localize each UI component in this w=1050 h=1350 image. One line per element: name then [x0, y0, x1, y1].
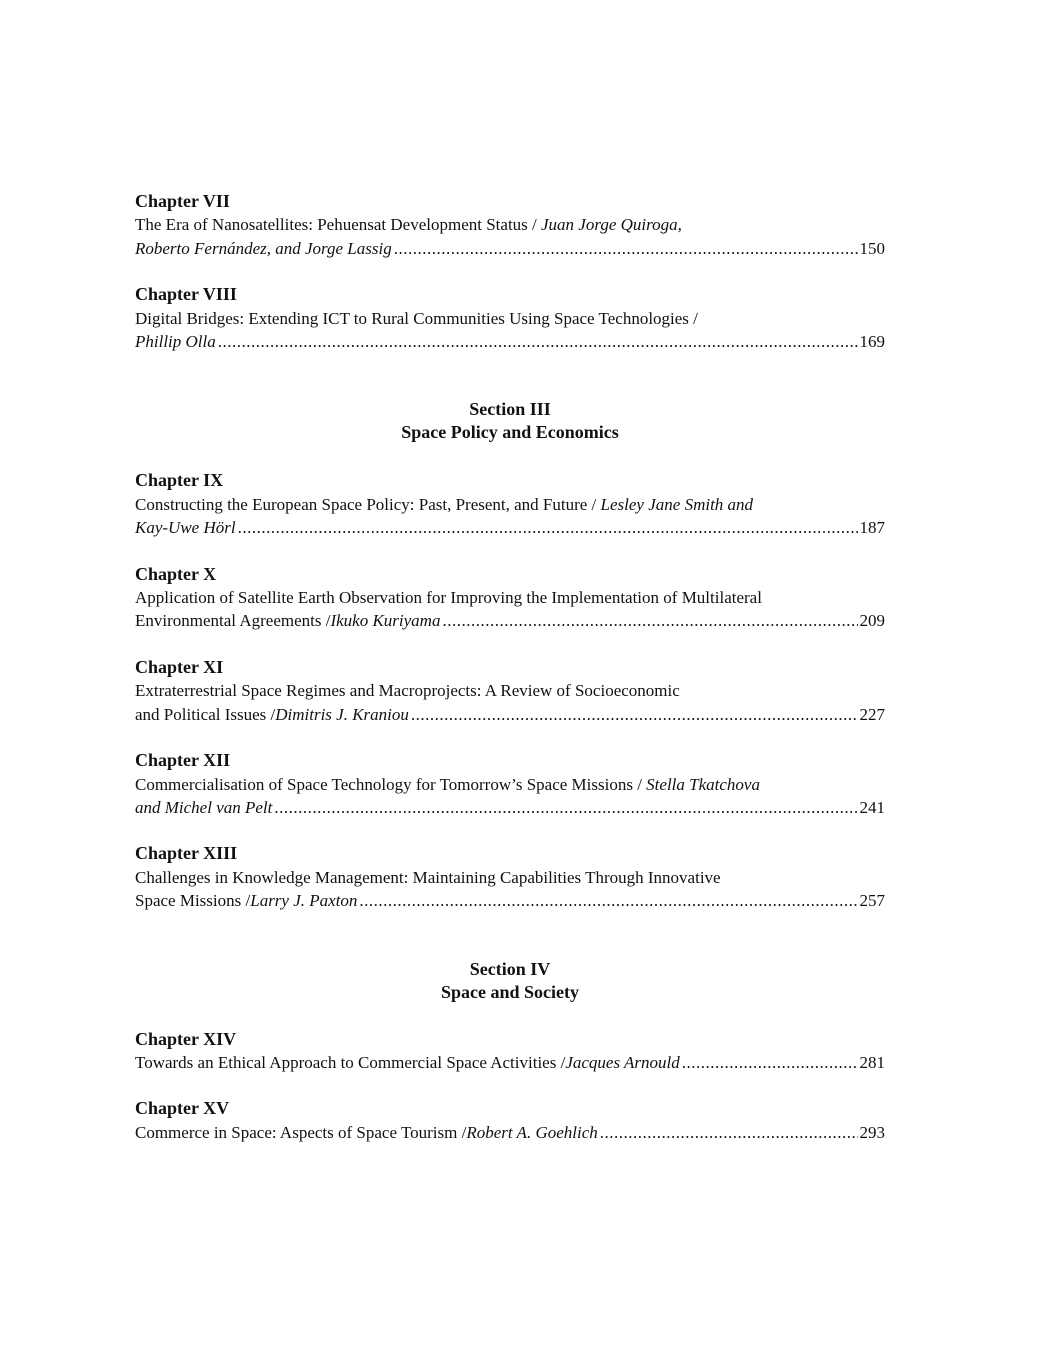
page-number: 281: [859, 1052, 885, 1072]
chapter-title: Commercialisation of Space Technology for Tomorrow’s Space Missions /: [135, 774, 647, 794]
chapter-authors: Robert A. Goehlich: [466, 1122, 598, 1142]
page-number: 187: [859, 518, 885, 538]
section-title: Space and Society: [440, 981, 579, 1002]
page-number: 241: [859, 797, 885, 817]
chapter-authors-cont: Roberto Fernández, and Jorge Lassig: [135, 238, 392, 258]
chapter-authors-cont: Ikuko Kuriyama: [330, 611, 441, 631]
section-heading-iv: [135, 958, 885, 1004]
chapter-title-line: [135, 679, 885, 702]
chapter-title: Application of Satellite Earth Observation for Improving the Implementation of Multilateral: [135, 588, 762, 608]
toc-entry-chapter-xi[interactable]: [135, 656, 885, 726]
page-number: 227: [859, 704, 885, 724]
chapter-leader-line: [135, 516, 885, 539]
section-heading-iii: [135, 398, 885, 444]
chapter-title: Digital Bridges: Extending ICT to Rural Communities Using Space Technologies /: [135, 308, 698, 328]
chapter-number: Chapter XIV: [135, 1028, 237, 1049]
chapter-title-line: [135, 213, 885, 236]
page-number: 209: [859, 611, 885, 631]
chapter-number: Chapter XI: [135, 656, 224, 677]
section-label: Section IV: [469, 958, 551, 979]
toc-entry-chapter-x[interactable]: [135, 563, 885, 633]
chapter-authors-cont: Larry J. Paxton: [250, 891, 358, 911]
chapter-leader-line: [135, 237, 885, 260]
chapter-title: The Era of Nanosatellites: Pehuensat Development Status /: [135, 215, 542, 235]
chapter-authors: Juan Jorge Quiroga,: [541, 215, 682, 235]
dot-leader: [442, 609, 857, 632]
dot-leader: [600, 1121, 858, 1144]
chapter-authors-cont: Kay-Uwe Hörl: [135, 518, 236, 538]
chapter-leader-line: [135, 609, 885, 632]
page-number: 150: [859, 238, 885, 258]
chapter-leader-line: [135, 330, 885, 353]
chapter-authors: Stella Tkatchova: [646, 774, 760, 794]
chapter-title-line: [135, 586, 885, 609]
chapter-number: Chapter IX: [135, 470, 224, 491]
chapter-number: Chapter XII: [135, 750, 231, 771]
page-number: 257: [859, 891, 885, 911]
section-label: Section III: [469, 399, 551, 420]
toc-entry-chapter-xii[interactable]: [135, 749, 885, 819]
chapter-number: Chapter VIII: [135, 284, 237, 305]
chapter-authors-cont: Dimitris J. Kraniou: [275, 704, 409, 724]
dot-leader: [274, 796, 857, 819]
toc-entry-chapter-viii[interactable]: [135, 283, 885, 353]
page-number: 293: [859, 1122, 885, 1142]
chapter-title-line: [135, 307, 885, 330]
section-title: Space Policy and Economics: [401, 422, 619, 443]
dot-leader: [218, 330, 858, 353]
table-of-contents: [135, 190, 885, 1144]
toc-entry-chapter-xiii[interactable]: [135, 842, 885, 912]
chapter-title-line: [135, 866, 885, 889]
chapter-title: Commerce in Space: Aspects of Space Tourism /: [135, 1122, 467, 1142]
chapter-title-cont: Environmental Agreements /: [135, 611, 331, 631]
toc-entry-chapter-xiv[interactable]: [135, 1028, 885, 1075]
chapter-title-cont: Space Missions /: [135, 891, 251, 911]
chapter-title: Constructing the European Space Policy: Past, Present, and Future /: [135, 494, 601, 514]
toc-entry-chapter-xv[interactable]: [135, 1097, 885, 1144]
chapter-authors: Lesley Jane Smith and: [600, 494, 754, 514]
dot-leader: [359, 889, 857, 912]
chapter-title: Challenges in Knowledge Management: Maintaining Capabilities Through Innovative: [135, 867, 721, 887]
page-number: 169: [859, 332, 885, 352]
toc-entry-chapter-vii[interactable]: [135, 190, 885, 260]
toc-entry-chapter-ix[interactable]: [135, 469, 885, 539]
dot-leader: [394, 237, 858, 260]
chapter-leader-line: [135, 1051, 885, 1074]
chapter-authors-cont: and Michel van Pelt: [135, 797, 273, 817]
chapter-number: Chapter XIII: [135, 843, 238, 864]
chapter-title: Towards an Ethical Approach to Commercial Space Activities /: [135, 1052, 566, 1072]
chapter-title-line: [135, 773, 885, 796]
chapter-leader-line: [135, 1121, 885, 1144]
chapter-authors-cont: Phillip Olla: [135, 332, 216, 352]
chapter-number: Chapter X: [135, 563, 217, 584]
dot-leader: [411, 703, 858, 726]
chapter-title-cont: and Political Issues /: [135, 704, 276, 724]
chapter-leader-line: [135, 703, 885, 726]
chapter-title-line: [135, 493, 885, 516]
dot-leader: [238, 516, 858, 539]
chapter-leader-line: [135, 796, 885, 819]
chapter-authors: Jacques Arnould: [565, 1052, 680, 1072]
chapter-leader-line: [135, 889, 885, 912]
chapter-number: Chapter VII: [135, 191, 230, 211]
dot-leader: [682, 1051, 858, 1074]
chapter-title: Extraterrestrial Space Regimes and Macroprojects: A Review of Socioeconomic: [135, 681, 680, 701]
chapter-number: Chapter XV: [135, 1098, 230, 1119]
